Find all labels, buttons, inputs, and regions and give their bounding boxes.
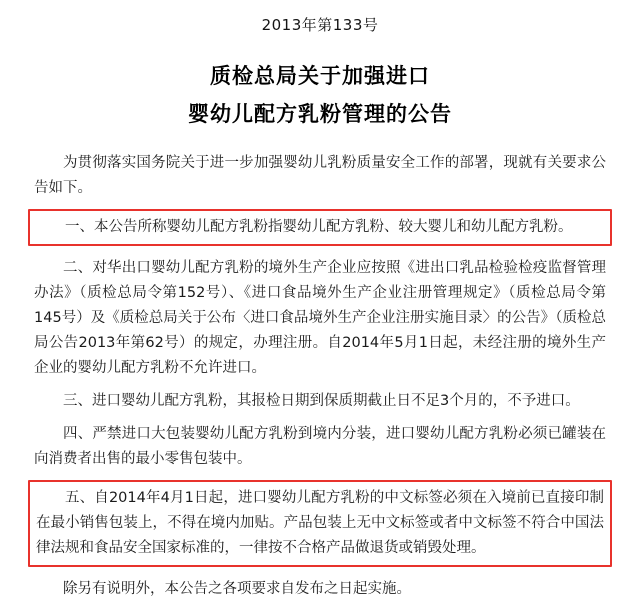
- document-title: [0, 57, 640, 133]
- title-line-2: 婴幼儿配方乳粉管理的公告: [188, 102, 452, 126]
- paragraph-article-5: 五、自2014年4月1日起，进口婴幼儿配方乳粉的中文标签必须在入境前已直接印制在最小销售包装上，不得在境内加贴。产品包装上无中文标签或者中文标签不符合中国法律法规和食品安全国家标准的，一律按不合格产品做退货或销毁处理。: [36, 490, 604, 556]
- paragraph-article-1: 一、本公告所称婴幼儿配方乳粉指婴幼儿配方乳粉、较大婴儿和幼儿配方乳粉。: [65, 219, 573, 235]
- paragraph-preamble: 为贯彻落实国务院关于进一步加强婴幼儿乳粉质量安全工作的部署，现就有关要求公告如下。: [34, 155, 606, 196]
- paragraph-closing: 除另有说明外，本公告之各项要求自发布之日起实施。: [63, 581, 411, 597]
- highlight-box-article-5: [28, 480, 612, 567]
- title-line-1: 质检总局关于加强进口: [210, 64, 430, 88]
- document-number: 2013年第133号: [261, 16, 379, 34]
- paragraph-article-3: 三、进口婴幼儿配方乳粉，其报检日期到保质期截止日不足3个月的，不予进口。: [63, 393, 580, 409]
- highlight-box-article-1: [28, 209, 612, 246]
- paragraph-article-2: 二、对华出口婴幼儿配方乳粉的境外生产企业应按照《进出口乳品检验检疫监督管理办法》（质检总局令第152号）、《进口食品境外生产企业注册管理规定》（质检总局令第145号）及《质检总局关于公布〈进口食品境外生产企业注册实施目录〉的公告》（质检总局公告2013年第62号）的规定，办理注册。自2014年5月1日起，未经注册的境外生产企业的婴幼儿配方乳粉不允许进口。: [34, 260, 606, 376]
- document-body: [34, 151, 606, 602]
- paragraph-article-4: 四、严禁进口大包装婴幼儿配方乳粉到境内分装，进口婴幼儿配方乳粉必须已罐装在向消费者出售的最小零售包装中。: [34, 426, 606, 467]
